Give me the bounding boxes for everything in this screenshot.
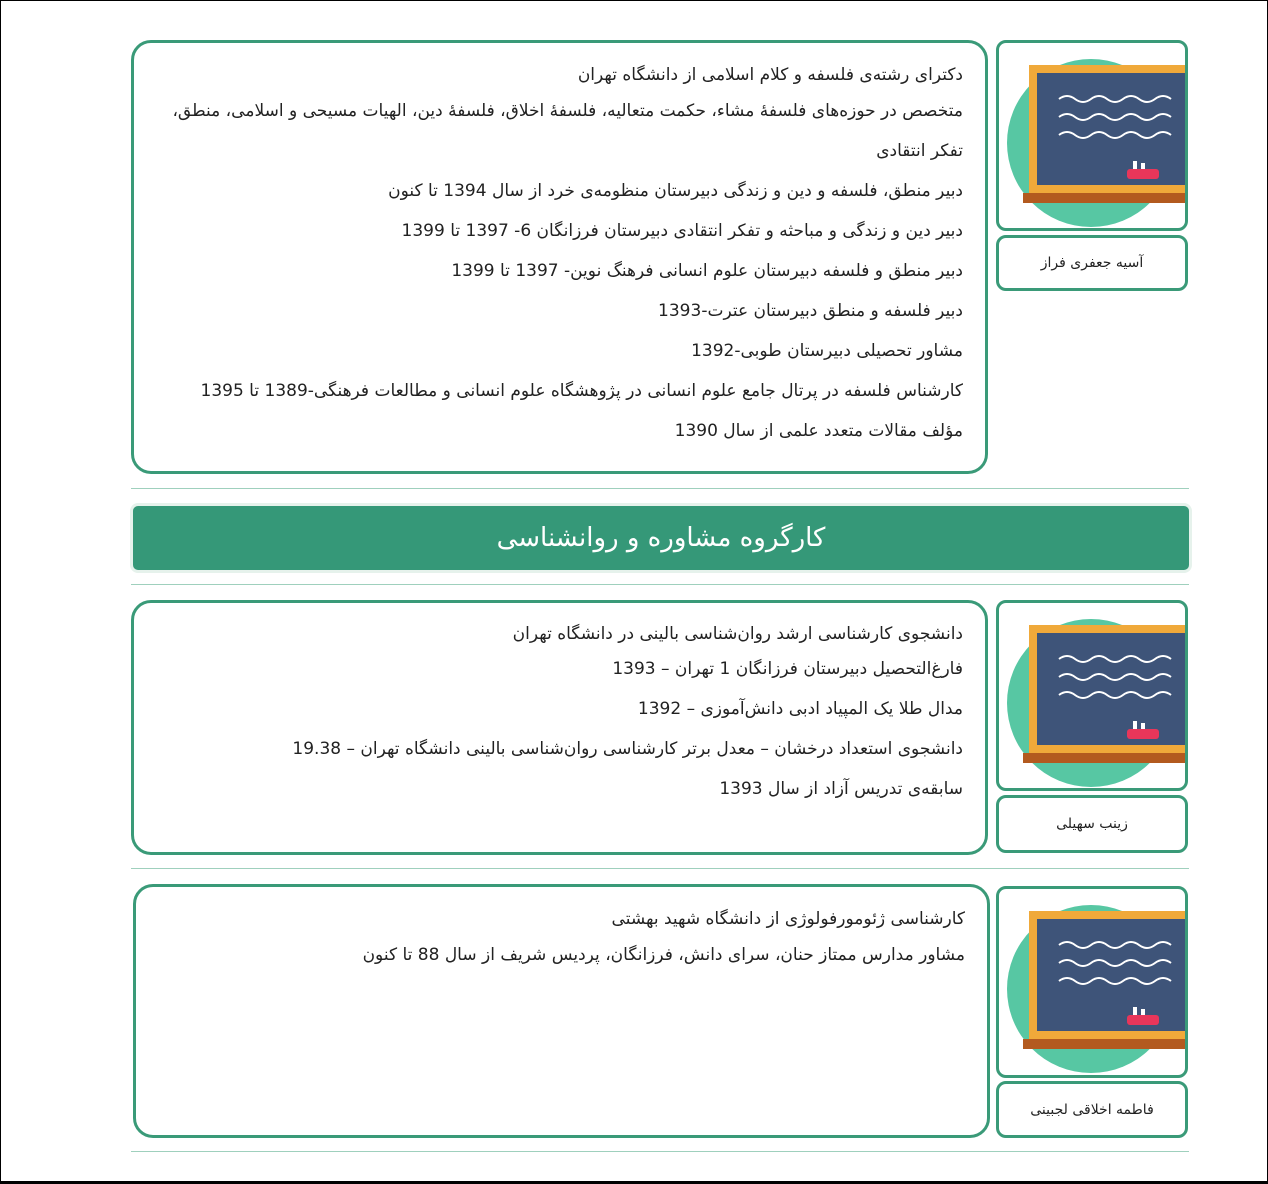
bio-line: دبیر دین و زندگی و مباحثه و تفکر انتقادی دبیرستان فرزانگان 6- 1397 تا 1399 (401, 221, 963, 241)
bio-line: دانشجوی کارشناسی ارشد روان‌شناسی بالینی در دانشگاه تهران (512, 624, 963, 644)
bio-card (131, 600, 988, 855)
bio-line: مؤلف مقالات متعدد علمی از سال 1390 (674, 421, 963, 441)
bio-line: کارشناسی ژئومورفولوژی از دانشگاه شهید بهشتی (611, 909, 965, 929)
divider (131, 488, 1189, 489)
avatar (996, 40, 1188, 231)
bio-line: مشاور تحصیلی دبیرستان طوبی-1392 (691, 341, 963, 361)
avatar (996, 886, 1188, 1078)
bio-line: دانشجوی استعداد درخشان – معدل برتر کارشناسی روان‌شناسی بالینی دانشگاه تهران – 19.38 (292, 739, 963, 759)
divider (131, 584, 1189, 585)
bio-card (131, 40, 988, 474)
blackboard-icon (1003, 905, 1187, 1073)
divider (131, 868, 1189, 869)
bio-line: متخصص در حوزه‌های فلسفۀ مشاء، حکمت متعالیه، فلسفۀ اخلاق، فلسفۀ دین، الهیات مسیحی و اسلامی، منطق، تفکر انتقادی (172, 101, 963, 161)
bio-line: فارغ‌التحصیل دبیرستان فرزانگان 1 تهران – 1393 (612, 659, 963, 679)
bio-line: مشاور مدارس ممتاز حنان، سرای دانش، فرزانگان، پردیس شریف از سال 88 تا کنون (362, 945, 965, 965)
bio-card (133, 884, 990, 1138)
blackboard-icon (1003, 59, 1187, 227)
bio-line: سابقه‌ی تدریس آزاد از سال 1393 (719, 779, 963, 799)
person-name: فاطمه اخلاقی لجبینی (996, 1081, 1188, 1138)
bio-line: دبیر فلسفه و منطق دبیرستان عترت-1393 (658, 301, 963, 321)
person-name: آسیه جعفری فراز (996, 235, 1188, 291)
bio-line: دکترای رشته‌ی فلسفه و کلام اسلامی از دانشگاه تهران (577, 65, 963, 85)
blackboard-icon (1003, 619, 1187, 787)
bio-line: کارشناس فلسفه در پرتال جامع علوم انسانی در پژوهشگاه علوم انسانی و مطالعات فرهنگی-1389 تا 1395 (200, 381, 963, 401)
bio-line: دبیر منطق و فلسفه دبیرستان علوم انسانی فرهنگ نوین- 1397 تا 1399 (451, 261, 963, 281)
section-title: کارگروه مشاوره و روانشناسی (130, 503, 1192, 573)
bio-line: مدال طلا یک المپیاد ادبی دانش‌آموزی – 1392 (637, 699, 963, 719)
avatar (996, 600, 1188, 791)
divider (131, 1151, 1189, 1152)
bio-line: دبیر منطق، فلسفه و دین و زندگی دبیرستان منظومه‌ی خرد از سال 1394 تا کنون (388, 181, 963, 201)
person-name: زینب سهیلی (996, 795, 1188, 853)
